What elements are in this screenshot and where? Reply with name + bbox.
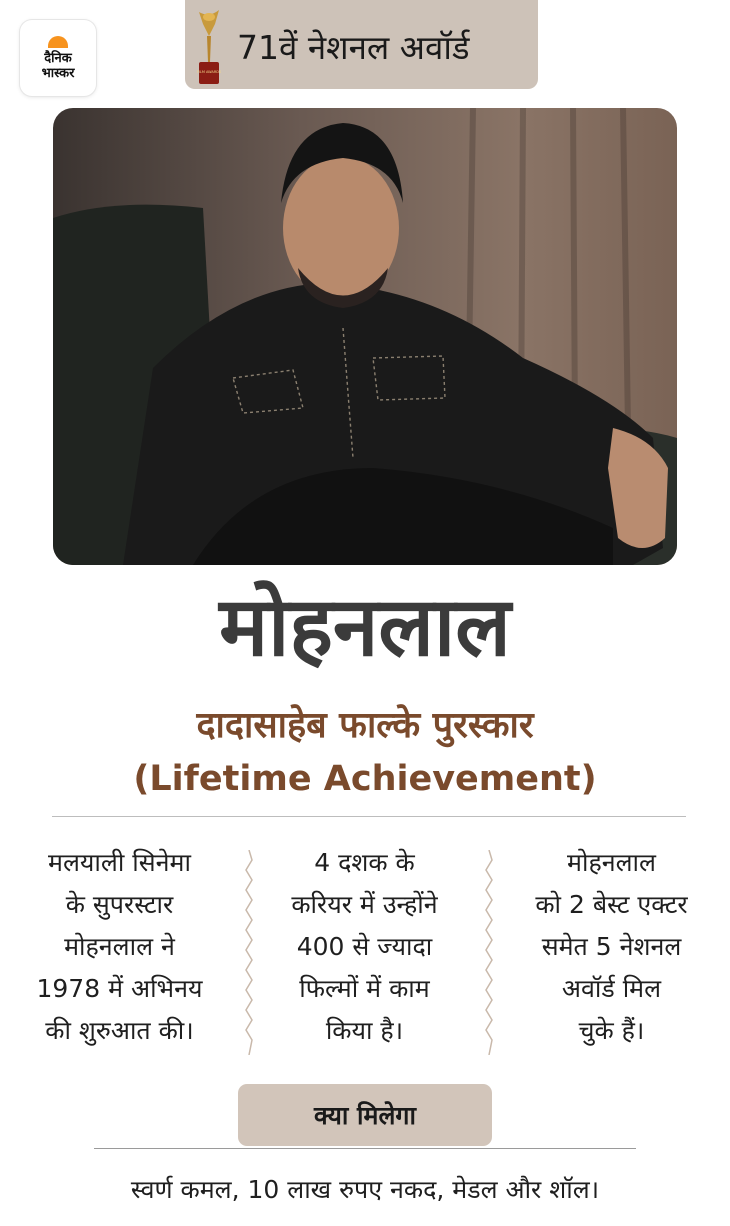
trophy-label: FILM AWARDS <box>196 70 222 74</box>
fact-line: मोहनलाल <box>567 848 656 877</box>
fact-line: किया है। <box>325 1016 404 1045</box>
person-name: मोहनलाल <box>219 580 511 675</box>
wavy-divider <box>244 850 254 1055</box>
award-subtitle: (Lifetime Achievement) <box>133 759 597 799</box>
fact-line: समेत 5 नेशनल <box>541 932 682 961</box>
hero-photo <box>53 108 677 565</box>
fact-line: अवॉर्ड मिल <box>561 974 662 1003</box>
fact-line: मलयाली सिनेमा <box>48 848 191 877</box>
fact-line: फिल्मों में काम <box>299 974 430 1003</box>
header-banner <box>185 0 538 89</box>
header-title: 71वें नेशनल अवॉर्ड <box>237 28 470 67</box>
logo-line-1: दैनिक <box>44 50 72 66</box>
fact-line: मोहनलाल ने <box>64 932 175 961</box>
dainik-bhaskar-logo <box>20 20 96 96</box>
fact-line: के सुपरस्टार <box>65 890 174 919</box>
wavy-divider <box>484 850 494 1055</box>
fact-line: को 2 बेस्ट एक्टर <box>535 890 688 919</box>
fact-column-3 <box>504 842 719 1052</box>
fact-line: चुके हैं। <box>578 1016 645 1045</box>
award-title: दादासाहेब फाल्के पुरस्कार <box>196 705 534 746</box>
logo-line-2: भास्कर <box>41 65 75 81</box>
fact-line: की शुरुआत की। <box>45 1016 194 1045</box>
prize-details: स्वर्ण कमल, 10 लाख रुपए नकद, मेडल और शॉल। <box>130 1175 600 1204</box>
fact-column-1 <box>12 842 227 1052</box>
fact-column-2 <box>257 842 472 1052</box>
fact-line: 400 से ज्यादा <box>296 932 433 961</box>
sun-icon <box>48 36 68 48</box>
trophy-icon <box>193 6 225 86</box>
what-you-get-label: क्या मिलेगा <box>238 1084 492 1146</box>
divider <box>52 816 686 817</box>
fact-line: 4 दशक के <box>314 848 415 877</box>
fact-line: 1978 में अभिनय <box>36 974 203 1003</box>
fact-line: करियर में उन्होंने <box>291 890 438 919</box>
divider <box>94 1148 636 1149</box>
